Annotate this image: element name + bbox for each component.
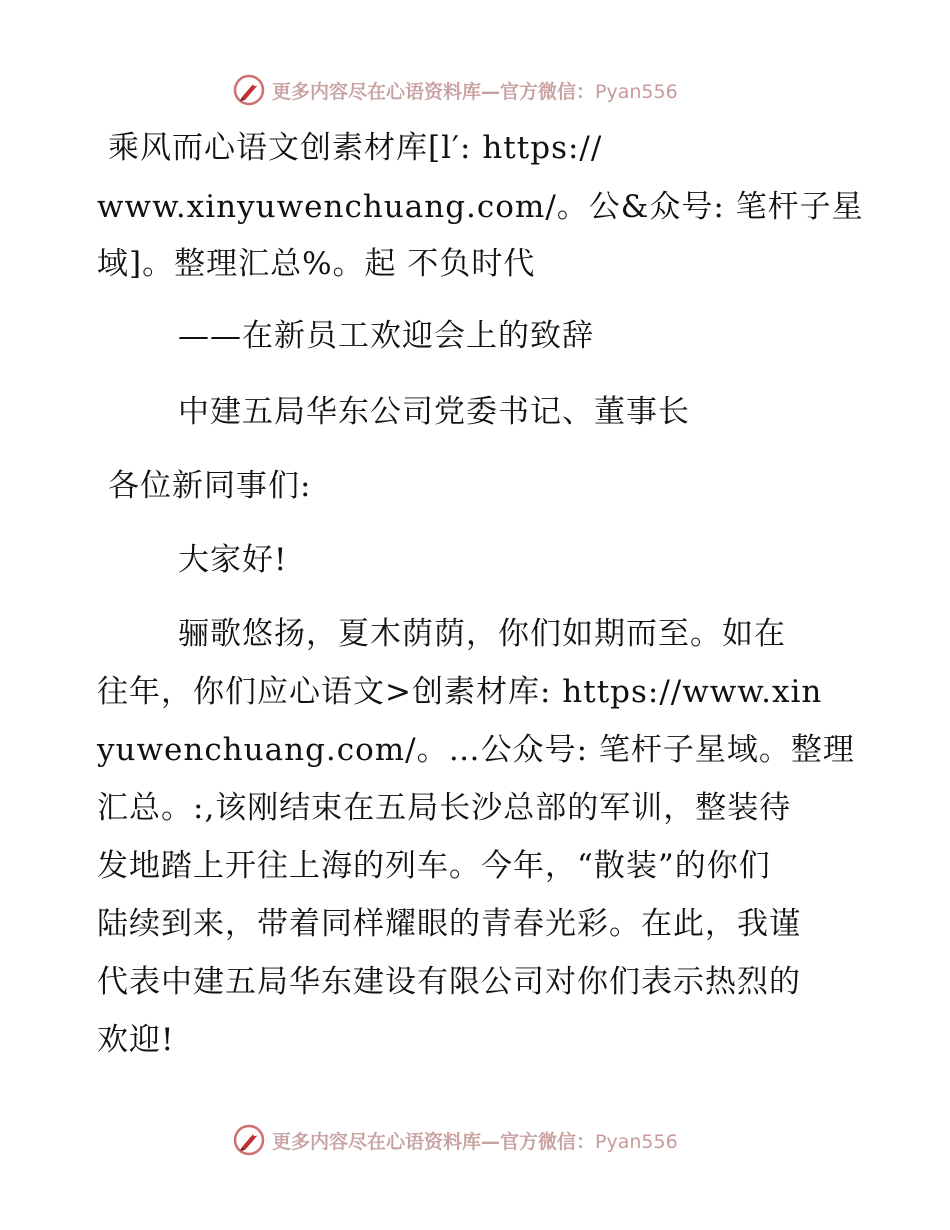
body-line: 往年，你们应心语文>创素材库: https://www.xin [97, 674, 823, 710]
body-line: 代表中建五局华东建设有限公司对你们表示热烈的 [97, 964, 801, 1000]
body-line: 发地踏上开往上海的列车。今年，“散装”的你们 [97, 848, 771, 884]
pen-logo-icon [232, 1123, 266, 1157]
speaker-title: 中建五局华东公司党委书记、董事长 [178, 394, 690, 430]
body-line: 骊歌悠扬，夏木荫荫，你们如期而至。如在 [178, 616, 786, 652]
body-line: yuwenchuang.com/。…公众号: 笔杆子星域。整理 [97, 732, 855, 768]
body-line: www.xinyuwenchuang.com/。公&众号: 笔杆子星 [97, 189, 864, 225]
body-line: 欢迎! [97, 1022, 175, 1058]
body-line: 汇总。:,该刚结束在五局长沙总部的军训，整装待 [97, 790, 792, 826]
footer-watermark [232, 1122, 752, 1158]
greeting: 大家好! [178, 542, 288, 578]
body-line: 陆续到来，带着同样耀眼的青春光彩。在此，我谨 [97, 906, 801, 942]
body-line: 乘风而心语文创素材库[l′: https:// [108, 130, 603, 166]
body-line: 域]。整理汇总%。起 不负时代 [97, 246, 536, 282]
header-watermark [232, 72, 752, 108]
speech-subtitle: ——在新员工欢迎会上的致辞 [178, 318, 594, 354]
pen-logo-icon [232, 73, 266, 107]
watermark-text: 更多内容尽在心语资料库—官方微信：Pyan556 [272, 80, 678, 103]
watermark-text: 更多内容尽在心语资料库—官方微信：Pyan556 [272, 1130, 678, 1153]
salutation: 各位新同事们: [108, 468, 312, 504]
